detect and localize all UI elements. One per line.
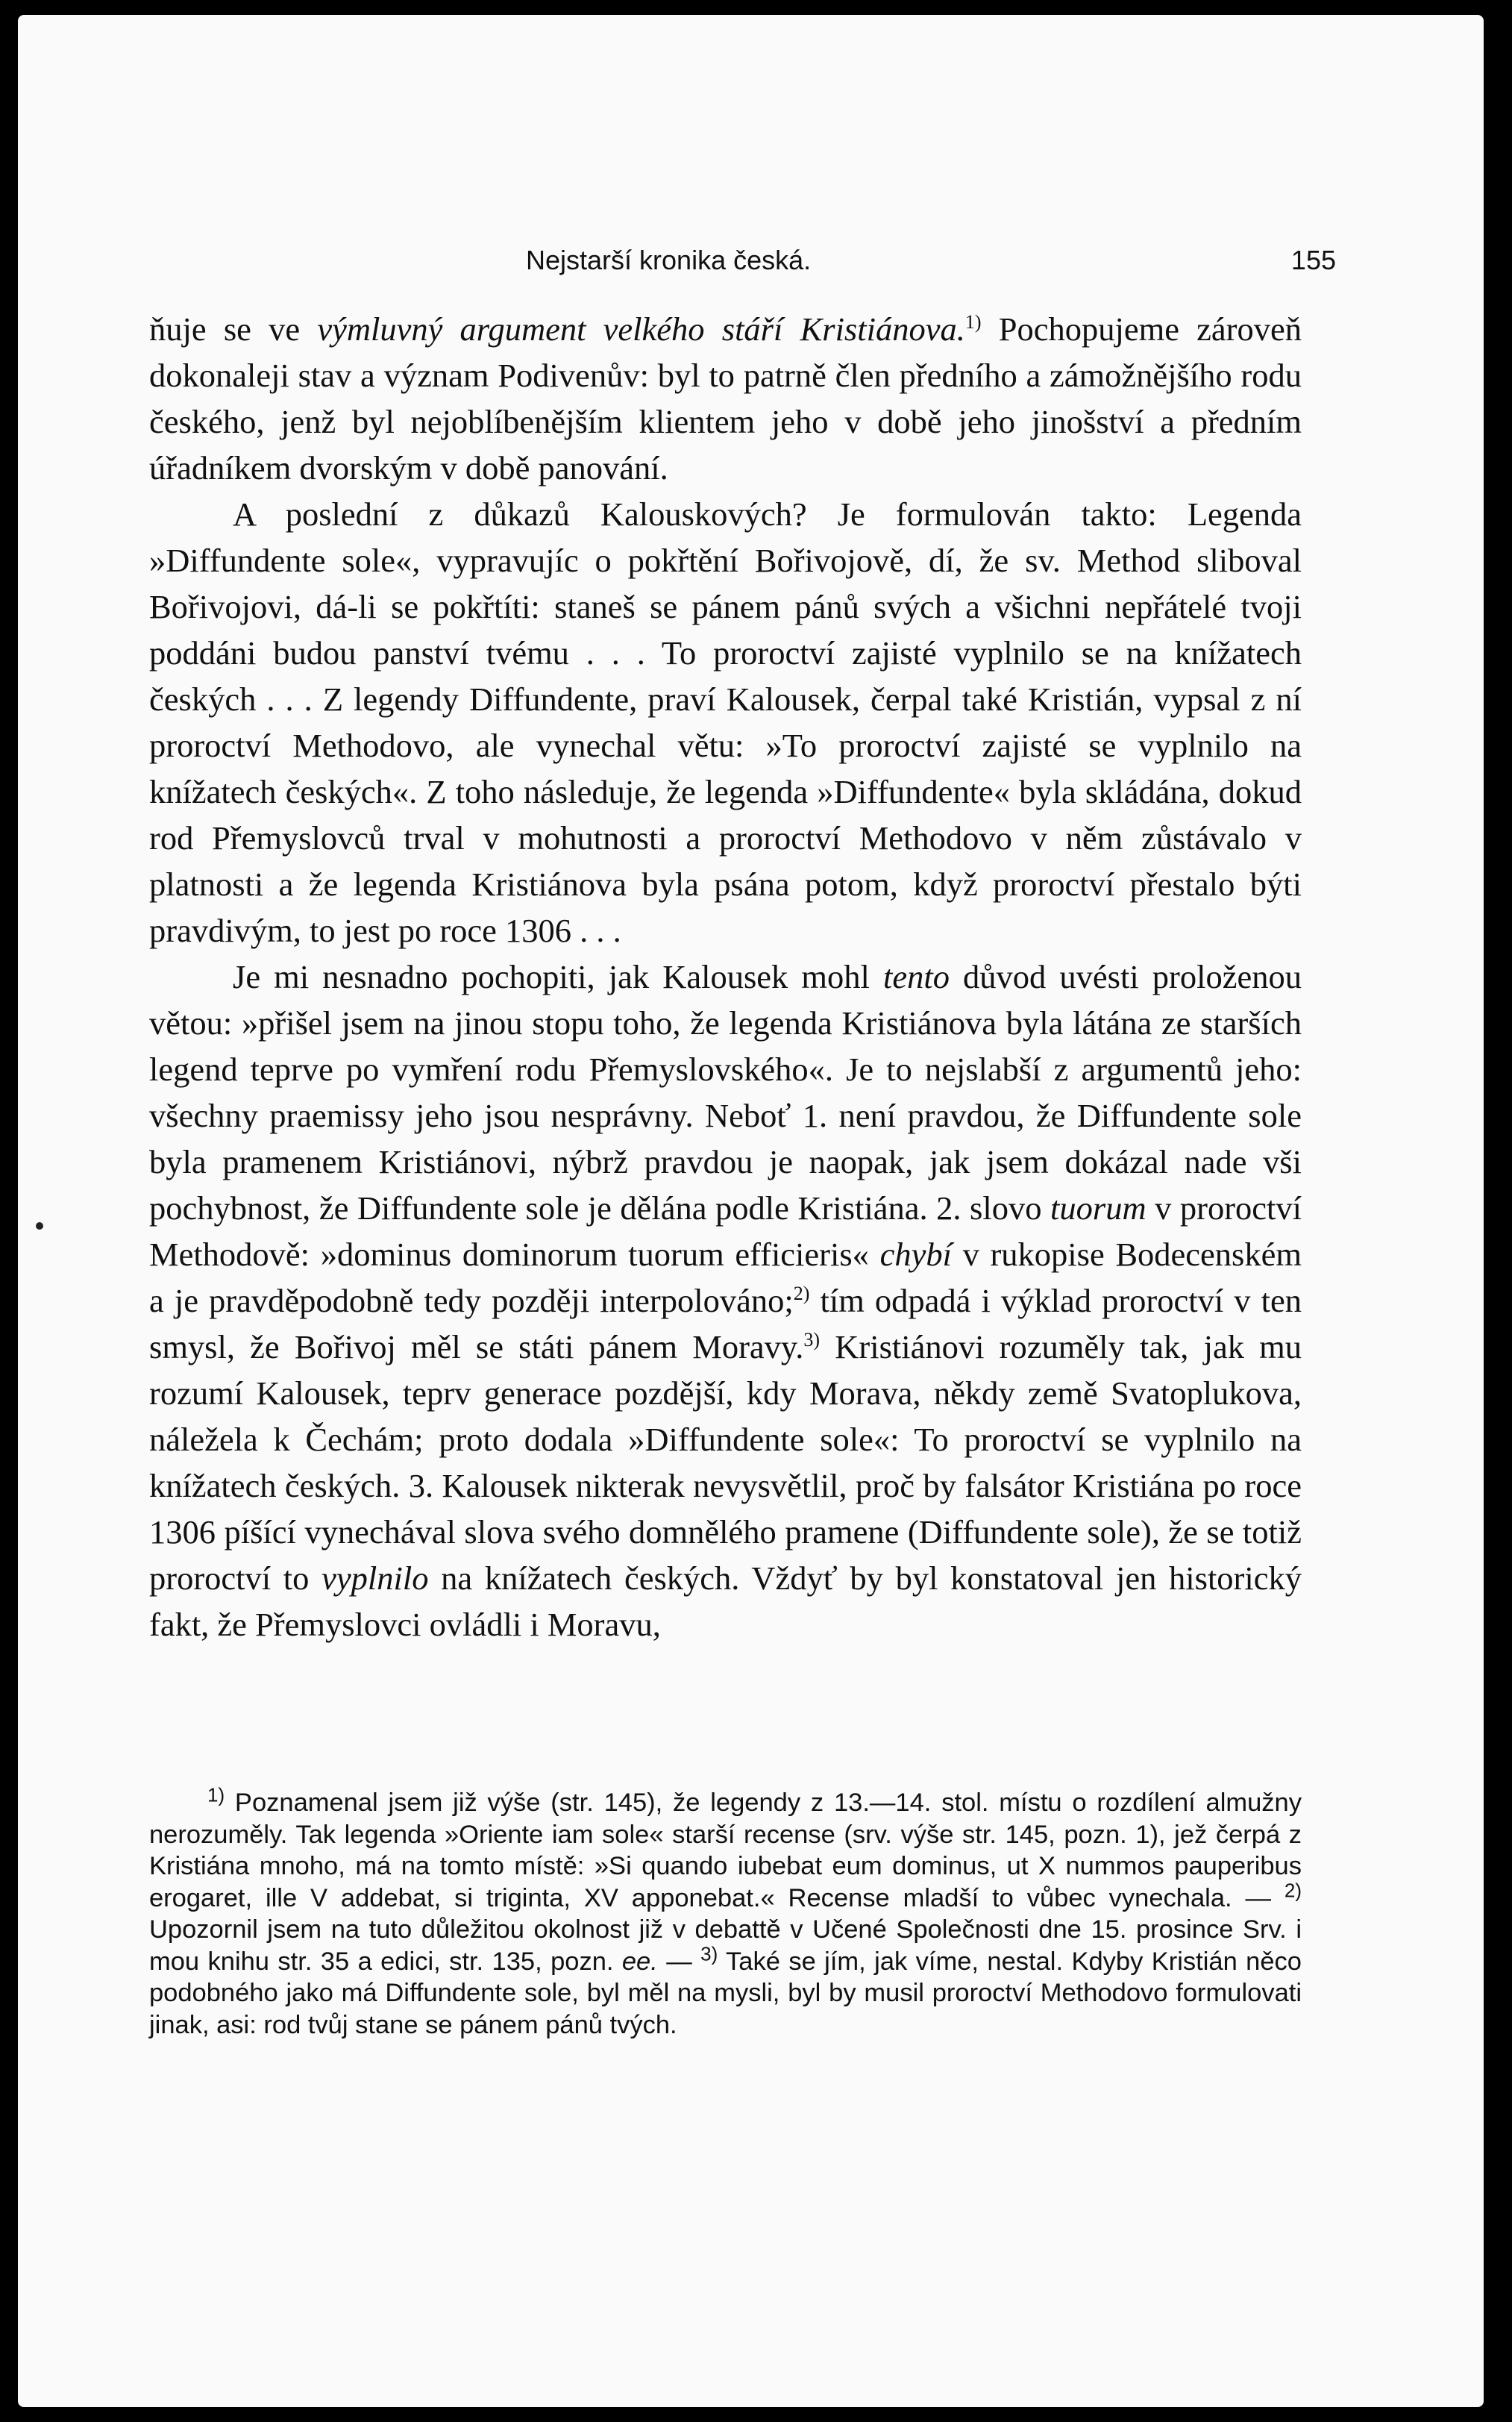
running-title: Nejstarší kronika česká. [526, 245, 812, 275]
italic-run: výmluvný argument velkého stáří Kristiánova. [317, 310, 965, 348]
text-run: ňuje se ve [149, 310, 318, 348]
paragraph-3 [149, 954, 1302, 1647]
text-run: A poslední z důkazů Kalouskových? Je formulován takto: Legenda »Diffundente sole«, vypravujíc o pokřtění Bořivojově, dí, že sv. Method sliboval Bořivojovi, dá-li se pokřtíti: staneš se pánem pánů svých a všichni nepřátelé tvoji poddáni budou panství tvému . . . To proroctví zajisté vyplnilo se na knížatech českých . . . Z legendy Diffundente, praví Kalousek, čerpal také Kristián, vypsal z ní proroctví Methodovo, ale vynechal větu: »To proroctví zajisté se vyplnilo na knížatech českých«. Z toho následuje, že legenda »Diffundente« byla skládána, dokud rod Přemyslovců trval v mohutnosti a proroctví Methodovo v něm zůstávalo v platnosti a že legenda Kristiánova byla psána potom, když proroctví přestalo býti pravdivým, to jest po roce 1306 . . . [149, 495, 1302, 949]
footnote-marker-3: 3) [803, 1329, 821, 1351]
italic-run: ee. [621, 1947, 658, 1976]
italic-run: vyplnilo [321, 1559, 429, 1597]
text-run: Také se jím, jak víme, nestal. Kdyby Kristián něco podobného jako má Diffundente sole, byl měl na mysli, byl by musil proroctví Methodovo formulovati jinak, asi: rod tvůj stane se pánem pánů tvých. [149, 1947, 1302, 2039]
text-run: Pochopujeme zároveň dokonaleji stav a význam Podivenův: byl to patrně člen předního a zámožnějšího rodu českého, jenž byl nejoblíbenějším klientem jeho v době jeho jinošství a předním úřadníkem dvorským v době panování. [149, 310, 1302, 486]
italic-run: chybí [879, 1236, 952, 1273]
italic-run: tento [882, 958, 950, 995]
footnote-marker-3: 3) [700, 1942, 718, 1965]
text-run: v proroctví Methodově: »dominus dominorum tuorum efficieris« [149, 1189, 1302, 1273]
margin-dot [36, 1222, 43, 1230]
footnote-marker-2: 2) [1284, 1879, 1302, 1901]
italic-run: tuorum [1050, 1189, 1146, 1227]
text-run: — [657, 1947, 701, 1976]
text-run: Upozornil jsem na tuto důležitou okolnost již v debattě v Učené Společnosti dne 15. prosince Srv. i mou knihu str. 35 a edici, str. 135, pozn. [149, 1915, 1302, 1976]
text-run: Je mi nesnadno pochopiti, jak Kalousek mohl [233, 958, 883, 995]
paragraph-2 [149, 491, 1302, 954]
text-run: Poznamenal jsem již výše (str. 145), že legendy z 13.—14. stol. místu o rozdílení almužny nerozuměly. Tak legenda »Oriente iam sole« starší recense (srv. výše str. 145, pozn. 1), jež čerpá z Kristiána mnoho, má na tomto místě: »Si quando iubebat eum dominus, ut X nummos pauperibus erogaret, ille V addebat, si triginta, XV apponebat.« Recense mladší to vůbec vynechala. — [149, 1789, 1302, 1912]
text-run: v rukopise Bodecenském a je pravděpodobně tedy později interpolováno; [149, 1236, 1302, 1319]
page-number: 155 [1290, 245, 1336, 275]
page-header [149, 245, 1363, 290]
main-text [149, 306, 1302, 1647]
text-run: na knížatech českých. Vždyť by byl konstatoval jen historický fakt, že Přemyslovci ovládli i Moravu, [149, 1559, 1302, 1643]
text-run: důvod uvésti proloženou větou: »přišel jsem na jinou stopu toho, že legenda Kristiánova byla látána ze starších legend teprve po vymření rodu Přemyslovského«. Je to nejslabší z argumentů jeho: všechny praemissy jeho jsou nesprávny. Neboť 1. není pravdou, že Diffundente sole byla pramenem Kristiánovi, nýbrž pravdou je naopak, jak jsem dokázal nade vši pochybnost, že Diffundente sole je dělána podle Kristiána. 2. slovo [149, 958, 1302, 1227]
text-run: Kristiánovi rozuměly tak, jak mu rozumí Kalousek, teprv generace pozdější, kdy Morava, někdy země Svatoplukova, náležela k Čechám; proto dodala »Diffundente sole«: To proroctví se vyplnilo na knížatech českých. 3. Kalousek nikterak nevysvětlil, proč by falsátor Kristiána po roce 1306 píšící vynechával slova svého domnělého pramene (Diffundente sole), že se totiž proroctví to [149, 1328, 1302, 1597]
footnotes [149, 1783, 1302, 2041]
footnote-marker-2: 2) [793, 1283, 810, 1305]
footnote-marker-1: 1) [964, 311, 982, 334]
footnote-marker-1: 1) [207, 1783, 225, 1806]
paragraph-1 [149, 306, 1302, 491]
footnote-block [149, 1783, 1302, 2041]
text-run: tím odpadá i výklad proroctví v ten smysl, že Bořivoj měl se státi pánem Moravy. [149, 1282, 1302, 1365]
